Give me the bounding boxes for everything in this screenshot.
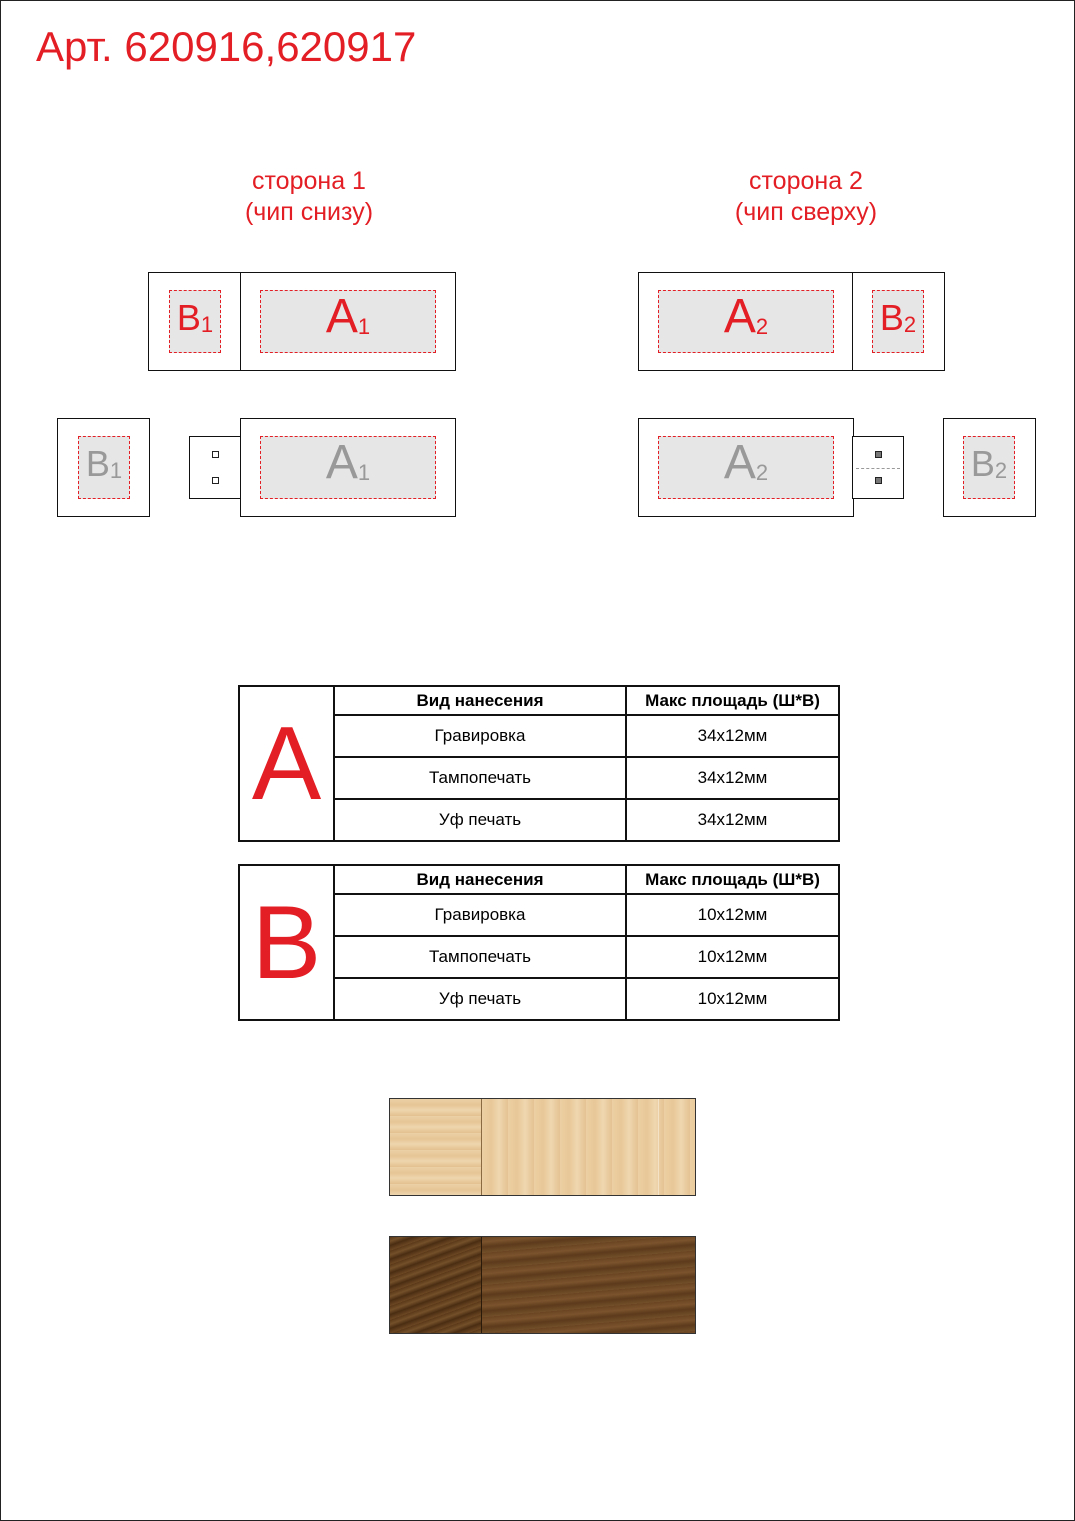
table-cell-method: Тампопечать <box>334 936 626 978</box>
side-1-heading <box>159 166 459 228</box>
table-cell-area: 34х12мм <box>626 715 839 757</box>
table-b-letter: B <box>239 865 334 1020</box>
table-cell-method: Уф печать <box>334 978 626 1020</box>
light-wood-cap <box>390 1099 482 1195</box>
table-cell-area: 34х12мм <box>626 799 839 841</box>
usb-pin <box>875 451 882 458</box>
zone-a2: A2 <box>658 290 834 353</box>
zone-b1: B1 <box>169 290 221 353</box>
dark-wood-cap <box>390 1237 482 1333</box>
side-1-title: сторона 1 <box>252 167 366 195</box>
usb-pin <box>875 477 882 484</box>
table-a-letter: A <box>239 686 334 841</box>
table-cell-area: 10х12мм <box>626 894 839 936</box>
light-wood-seam <box>658 1099 659 1195</box>
table-cell-method: Гравировка <box>334 715 626 757</box>
table-cell-method: Уф печать <box>334 799 626 841</box>
table-cell-area: 10х12мм <box>626 936 839 978</box>
side-1-subtitle: (чип снизу) <box>244 198 374 226</box>
zone-a1-open: A1 <box>260 436 436 499</box>
side-2-title: сторона 2 <box>749 167 863 195</box>
zone-a2-open: A2 <box>658 436 834 499</box>
table-header-method: Вид нанесения <box>334 686 626 715</box>
side-2-heading <box>656 166 956 228</box>
table-cell-area: 10х12мм <box>626 978 839 1020</box>
light-wood-sample <box>389 1098 696 1196</box>
table-header-method: Вид нанесения <box>334 865 626 894</box>
table-cell-area: 34х12мм <box>626 757 839 799</box>
spec-table-b <box>238 864 840 1021</box>
usb-pin <box>212 451 219 458</box>
usb-pin <box>212 477 219 484</box>
light-wood-body <box>482 1099 695 1195</box>
table-header-area: Макс площадь (Ш*В) <box>626 865 839 894</box>
side-2-subtitle: (чип сверху) <box>734 198 878 226</box>
zone-b2: B2 <box>872 290 924 353</box>
zone-b2-open: B2 <box>963 436 1015 499</box>
spec-table-a <box>238 685 840 842</box>
article-title: Арт. 620916,620917 <box>36 23 417 70</box>
zone-b1-open: B1 <box>78 436 130 499</box>
zone-a1: A1 <box>260 290 436 353</box>
usb-chip-line <box>856 468 900 469</box>
usb-connector-side1 <box>189 436 243 499</box>
table-cell-method: Тампопечать <box>334 757 626 799</box>
table-header-area: Макс площадь (Ш*В) <box>626 686 839 715</box>
dark-wood-sample <box>389 1236 696 1334</box>
dark-wood-body <box>482 1237 695 1333</box>
table-cell-method: Гравировка <box>334 894 626 936</box>
